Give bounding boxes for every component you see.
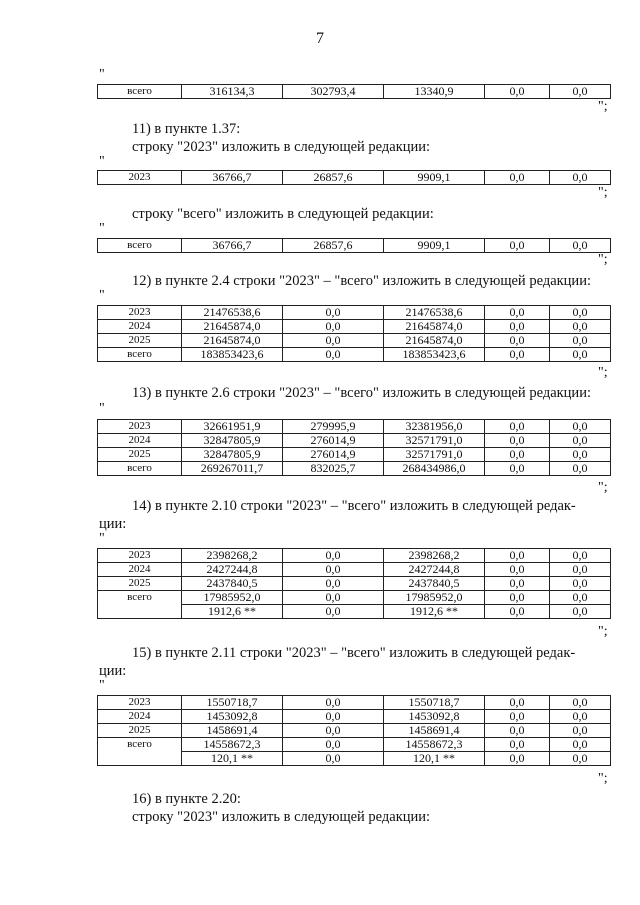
table-row [98,306,611,320]
value-cell: 0,0 [283,320,384,334]
open-quote: " [99,678,105,693]
row-label-cell: всего [98,348,182,362]
value-cell: 21645874,0 [384,334,485,348]
value-cell: 0,0 [550,462,611,476]
open-quote: " [99,531,105,546]
value-cell: 0,0 [485,752,550,766]
value-cell: 9909,1 [384,171,485,185]
value-cell: 17985952,0 [182,591,283,605]
table-row [98,724,611,738]
value-cell: 0,0 [283,591,384,605]
value-cell: 0,0 [485,171,550,185]
table-row [98,752,611,766]
value-cell: 1458691,4 [384,724,485,738]
table-row [98,348,611,362]
value-cell: 0,0 [283,738,384,752]
value-cell: 0,0 [485,738,550,752]
value-cell: 268434986,0 [384,462,485,476]
close-quote: "; [598,480,608,495]
value-cell: 276014,9 [283,434,384,448]
value-cell: 1912,6 ** [182,605,283,619]
open-quote: " [99,288,105,303]
value-cell: 13340,9 [384,85,485,99]
row-label-cell: 2025 [98,334,182,348]
value-cell: 0,0 [550,239,611,253]
paragraph-11: 11) в пункте 1.37: [132,121,241,137]
table-row [98,448,611,462]
value-cell: 21645874,0 [182,320,283,334]
table-row [98,563,611,577]
table-2-11 [97,695,611,766]
table-row [98,171,611,185]
value-cell: 2437840,5 [182,577,283,591]
value-cell: 17985952,0 [384,591,485,605]
close-quote: "; [598,771,608,786]
value-cell: 0,0 [283,696,384,710]
paragraph-14-cont: ции: [99,516,127,532]
value-cell: 0,0 [283,752,384,766]
open-quote: " [99,221,105,236]
value-cell: 0,0 [485,306,550,320]
value-cell: 0,0 [283,577,384,591]
table-row [98,696,611,710]
value-cell: 32847805,9 [182,448,283,462]
row-label-cell: всего [98,738,182,752]
value-cell: 0,0 [283,306,384,320]
page-number: 7 [316,30,324,47]
value-cell: 1453092,8 [182,710,283,724]
table-row [98,605,611,619]
open-quote: " [99,67,105,82]
value-cell: 26857,6 [283,171,384,185]
paragraph-14: 14) в пункте 2.10 строки "2023" – "всего" изложить в следующей редак- [132,498,576,514]
value-cell: 0,0 [485,549,550,563]
row-label-cell: 2025 [98,724,182,738]
paragraph-11-total: строку "всего" изложить в следующей редакции: [132,206,434,222]
table-row [98,334,611,348]
value-cell: 0,0 [283,605,384,619]
paragraph-13: 13) в пункте 2.6 строки "2023" – "всего" изложить в следующей редакции: [132,385,591,401]
table-row [98,710,611,724]
value-cell: 14558672,3 [384,738,485,752]
value-cell: 269267011,7 [182,462,283,476]
value-cell: 2398268,2 [384,549,485,563]
value-cell: 0,0 [550,605,611,619]
value-cell: 0,0 [550,710,611,724]
value-cell: 0,0 [485,348,550,362]
table-row [98,738,611,752]
row-label-cell: 2023 [98,171,182,185]
value-cell: 2398268,2 [182,549,283,563]
paragraph-11-line: строку "2023" изложить в следующей редакции: [132,139,431,155]
table-2023-1-37 [97,170,611,185]
value-cell: 0,0 [485,239,550,253]
value-cell: 1550718,7 [182,696,283,710]
value-cell: 32571791,0 [384,448,485,462]
value-cell: 0,0 [485,420,550,434]
table-row [98,549,611,563]
value-cell: 0,0 [550,577,611,591]
value-cell: 0,0 [550,591,611,605]
value-cell: 183853423,6 [182,348,283,362]
value-cell: 1912,6 ** [384,605,485,619]
value-cell: 1458691,4 [182,724,283,738]
value-cell: 21645874,0 [182,334,283,348]
close-quote: "; [598,365,608,380]
value-cell: 0,0 [485,320,550,334]
row-label-cell: всего [98,85,182,99]
value-cell: 0,0 [550,420,611,434]
table-2-4 [97,305,611,362]
table-row [98,420,611,434]
row-label-cell: 2023 [98,549,182,563]
value-cell: 0,0 [550,448,611,462]
row-label-cell: 2023 [98,420,182,434]
value-cell: 0,0 [550,724,611,738]
value-cell: 0,0 [550,348,611,362]
value-cell: 26857,6 [283,239,384,253]
value-cell: 120,1 ** [182,752,283,766]
row-label-cell [98,605,182,619]
value-cell: 0,0 [485,563,550,577]
value-cell: 0,0 [485,577,550,591]
table-row [98,434,611,448]
row-label-cell: всего [98,462,182,476]
value-cell: 0,0 [485,724,550,738]
close-quote: "; [598,185,608,200]
value-cell: 21645874,0 [384,320,485,334]
table-row [98,462,611,476]
row-label-cell: 2023 [98,306,182,320]
value-cell: 0,0 [550,171,611,185]
value-cell: 0,0 [550,85,611,99]
table-total-1-37 [97,238,611,253]
open-quote: " [99,154,105,169]
value-cell: 0,0 [283,348,384,362]
paragraph-15-cont: ции: [99,663,127,679]
value-cell: 0,0 [485,591,550,605]
table-row [98,85,611,99]
open-quote: " [99,401,105,416]
value-cell: 120,1 ** [384,752,485,766]
row-label-cell: 2023 [98,696,182,710]
row-label-cell: 2025 [98,448,182,462]
paragraph-16: 16) в пункте 2.20: [132,791,241,807]
value-cell: 0,0 [485,85,550,99]
close-quote: "; [598,252,608,267]
value-cell: 302793,4 [283,85,384,99]
row-label-cell: 2024 [98,563,182,577]
table-row [98,591,611,605]
table-2-10 [97,548,611,619]
table-row [98,320,611,334]
value-cell: 32661951,9 [182,420,283,434]
value-cell: 0,0 [485,710,550,724]
value-cell: 0,0 [283,549,384,563]
paragraph-12: 12) в пункте 2.4 строки "2023" – "всего" изложить в следующей редакции: [132,273,591,289]
value-cell: 32381956,0 [384,420,485,434]
value-cell: 36766,7 [182,171,283,185]
value-cell: 32571791,0 [384,434,485,448]
value-cell: 32847805,9 [182,434,283,448]
paragraph-15: 15) в пункте 2.11 строки "2023" – "всего" изложить в следующей редак- [132,645,576,661]
table-row [98,577,611,591]
value-cell: 0,0 [283,563,384,577]
value-cell: 2427244,8 [182,563,283,577]
row-label-cell: 2024 [98,710,182,724]
value-cell: 0,0 [485,434,550,448]
row-label-cell: 2025 [98,577,182,591]
table-total-1 [97,84,611,99]
value-cell: 1453092,8 [384,710,485,724]
value-cell: 0,0 [550,738,611,752]
value-cell: 0,0 [485,462,550,476]
value-cell: 316134,3 [182,85,283,99]
value-cell: 0,0 [485,696,550,710]
value-cell: 0,0 [283,724,384,738]
value-cell: 14558672,3 [182,738,283,752]
row-label-cell: всего [98,239,182,253]
table-2-6 [97,419,611,476]
paragraph-16-line: строку "2023" изложить в следующей редакции: [132,809,431,825]
value-cell: 0,0 [485,448,550,462]
close-quote: "; [598,624,608,639]
value-cell: 0,0 [550,549,611,563]
value-cell: 0,0 [550,334,611,348]
value-cell: 0,0 [550,306,611,320]
value-cell: 2427244,8 [384,563,485,577]
value-cell: 0,0 [550,320,611,334]
row-label-cell: всего [98,591,182,605]
value-cell: 276014,9 [283,448,384,462]
value-cell: 21476538,6 [182,306,283,320]
value-cell: 0,0 [550,696,611,710]
close-quote: "; [598,99,608,114]
value-cell: 36766,7 [182,239,283,253]
value-cell: 0,0 [283,710,384,724]
value-cell: 0,0 [485,605,550,619]
value-cell: 21476538,6 [384,306,485,320]
value-cell: 1550718,7 [384,696,485,710]
table-row [98,239,611,253]
value-cell: 832025,7 [283,462,384,476]
row-label-cell: 2024 [98,434,182,448]
value-cell: 0,0 [485,334,550,348]
value-cell: 183853423,6 [384,348,485,362]
row-label-cell: 2024 [98,320,182,334]
value-cell: 0,0 [550,434,611,448]
value-cell: 9909,1 [384,239,485,253]
row-label-cell [98,752,182,766]
value-cell: 0,0 [283,334,384,348]
value-cell: 2437840,5 [384,577,485,591]
value-cell: 0,0 [550,752,611,766]
value-cell: 279995,9 [283,420,384,434]
value-cell: 0,0 [550,563,611,577]
